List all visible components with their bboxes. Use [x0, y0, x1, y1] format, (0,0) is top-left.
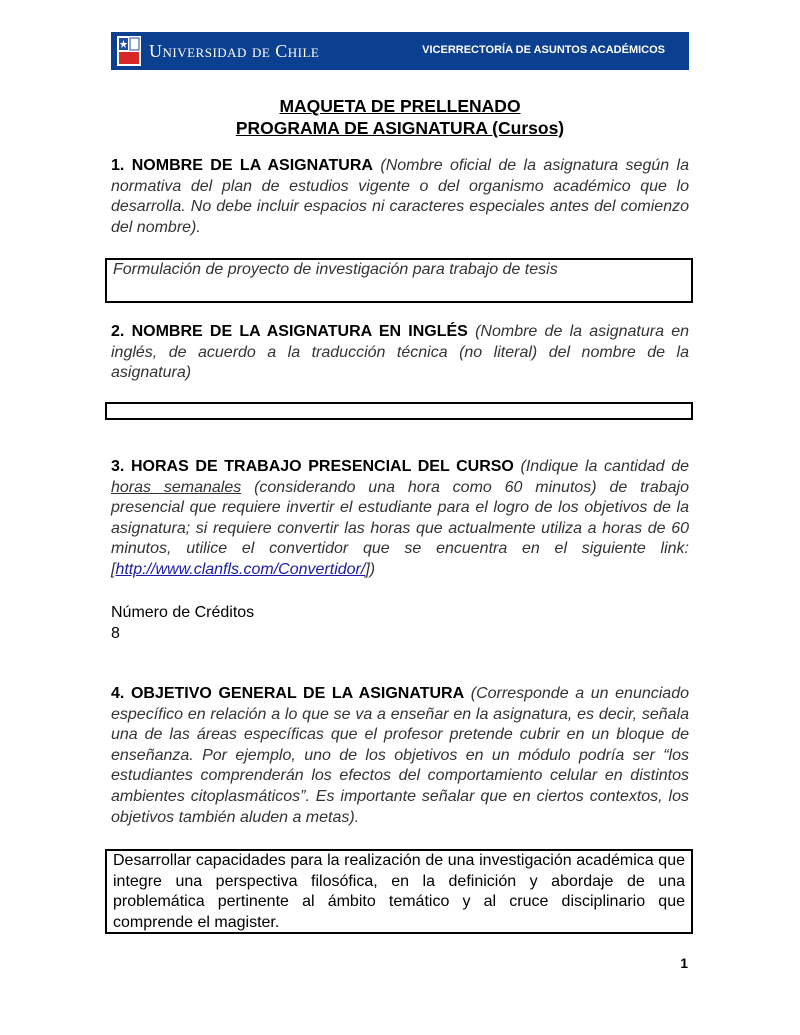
section-4-description: [111, 684, 689, 828]
university-name: Universidad de Chile: [149, 41, 320, 61]
course-name-value: Formulación de proyecto de investigación para trabajo de tesis: [113, 261, 558, 278]
section-3-note-a: (Indique la cantidad de: [520, 458, 689, 475]
unit-name: VICERRECTORÍA DE ASUNTOS ACADÉMICOS: [422, 44, 665, 56]
section-2-note: (Nombre de la asignatura en inglés, de acuerdo a la traducción técnica (no literal) del nombre de la asignatura): [111, 323, 689, 382]
page-title: MAQUETA DE PRELLENADO: [279, 96, 521, 116]
section-2-description: [111, 322, 689, 384]
section-1-heading: 1. NOMBRE DE LA ASIGNATURA: [111, 157, 373, 174]
section-4-note: (Corresponde a un enunciado específico en relación a lo que se va a enseñar en la asignatura, es decir, señala una de las áreas específicas que el profesor pretende cubrir en un bloque de enseñanza. Por ejemplo, uno de los objetivos en un módulo podría ser “los estudiantes comprenderán los efectos del comportamiento celular en distintos ambientes citoplasmáticos”. Es importante señalar que en ciertos contextos, los objetivos también aluden a metas).: [111, 685, 689, 826]
section-4-heading: 4. OBJETIVO GENERAL DE LA ASIGNATURA: [111, 685, 465, 702]
section-3-note-underlined: horas semanales: [111, 478, 242, 496]
section-3-heading: 3. HORAS DE TRABAJO PRESENCIAL DEL CURSO: [111, 458, 514, 475]
section-3-note-c: ]): [365, 560, 376, 578]
section-3-note-b: (considerando una hora como 60 minutos) de trabajo presencial que requiere invertir el estudiante para el logro de los objetivos de la asignatura; si requiere convertir las horas que actualmente utiliza a horas de 60 minutos, utilice el convertidor que se encuentra en el siguiente link: [: [111, 478, 690, 578]
section-1-description: [111, 156, 689, 238]
university-crest-icon: [117, 36, 141, 66]
credits-value: 8: [111, 625, 120, 642]
page-subtitle: PROGRAMA DE ASIGNATURA (Cursos): [235, 118, 565, 138]
page-number: 1: [680, 955, 688, 971]
general-objective-field[interactable]: [105, 849, 693, 934]
credits-label: Número de Créditos: [111, 604, 255, 621]
english-name-field[interactable]: [105, 402, 693, 420]
course-name-field[interactable]: [105, 258, 693, 303]
section-2-heading: 2. NOMBRE DE LA ASIGNATURA EN INGLÉS: [111, 323, 468, 340]
header-banner: [111, 32, 689, 70]
section-3-description: [111, 457, 689, 581]
section-1-note: (Nombre oficial de la asignatura según la normativa del plan de estudios vigente o del organismo académico que lo desarrolla. No debe incluir espacios ni caracteres especiales antes del comienzo del nombre).: [111, 157, 690, 236]
general-objective-value: Desarrollar capacidades para la realización de una investigación académica que integre una perspectiva filosófica, en la definición y abordaje de una problemática pertinente al ámbito temático y al cruce disciplinario que comprende el magister.: [113, 852, 685, 931]
convertidor-link[interactable]: http://www.clanfls.com/Convertidor/: [115, 560, 366, 578]
